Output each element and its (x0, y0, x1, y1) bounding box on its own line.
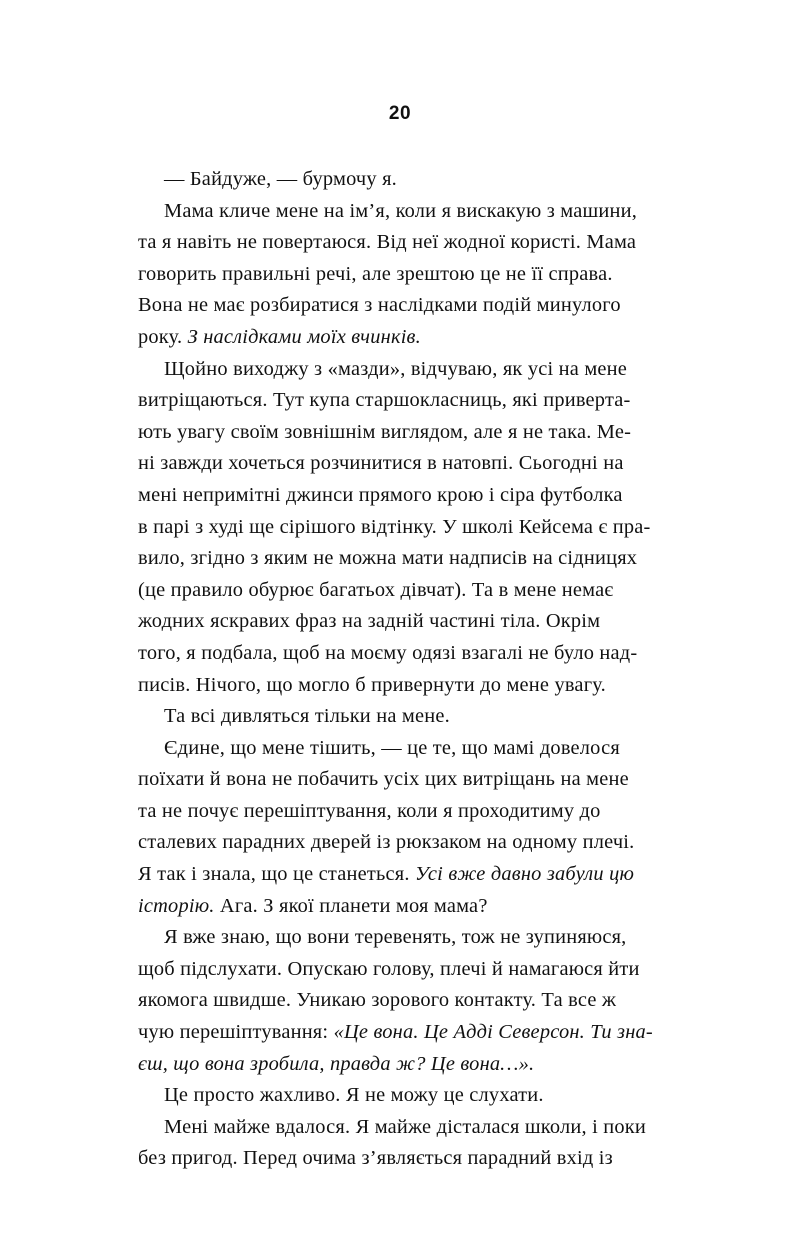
text-run: без пригод. Перед очима з’являється парадний вхід із (138, 1147, 613, 1170)
text-run: писів. Нічого, що могло б привернути до мене увагу. (138, 673, 606, 696)
text-line (138, 259, 663, 291)
text-line (138, 891, 663, 923)
text-run: щоб підслухати. Опускаю голову, плечі й намагаюся йти (138, 957, 640, 980)
text-line (138, 1080, 663, 1112)
text-line (138, 764, 663, 796)
text-line (138, 164, 663, 196)
text-run: якомога швидше. Уникаю зорового контакту. Та все ж (138, 989, 617, 1012)
text-run: поїхати й вона не побачить усіх цих витріщань на мене (138, 768, 629, 791)
text-line (138, 354, 663, 386)
text-line (138, 638, 663, 670)
italic-run: історію. (138, 894, 215, 917)
text-line (138, 733, 663, 765)
text-line (138, 290, 663, 322)
text-run: мені непримітні джинси прямого крою і сіра футболка (138, 483, 623, 506)
text-line (138, 922, 663, 954)
text-line (138, 954, 663, 986)
text-run: сталевих парадних дверей із рюкзаком на одному плечі. (138, 831, 635, 854)
body-text-block (138, 164, 663, 1175)
text-line (138, 322, 663, 354)
text-run: Щойно виходжу з «мазди», відчуваю, як усі на мене (164, 357, 628, 380)
text-line (138, 796, 663, 828)
page-number: 20 (388, 103, 412, 124)
text-run: того, я подбала, щоб на моєму одязі взагалі не було над- (138, 641, 638, 664)
text-line (138, 543, 663, 575)
text-run: Та всі дивляться тільки на мене. (164, 705, 450, 728)
text-line (138, 1143, 663, 1175)
text-run: Я так і знала, що це станеться. (138, 863, 415, 886)
text-line (138, 227, 663, 259)
text-run: — Байдуже, — бурмочу я. (164, 168, 397, 190)
text-run: вило, згідно з яким не можна мати надписів на сідницях (138, 547, 638, 570)
text-run: Вона не має розбиратися з наслідками подій минулого (138, 294, 621, 317)
text-line (138, 985, 663, 1017)
text-line (138, 575, 663, 607)
text-line (138, 1049, 663, 1081)
italic-run: «Це вона. Це Адді Северсон. Ти зна- (333, 1021, 653, 1044)
text-run: року. (138, 325, 188, 348)
text-run: та я навіть не повертаюся. Від неї жодної користі. Мама (138, 231, 637, 254)
text-line (138, 827, 663, 859)
text-run: говорить правильні речі, але зрештою це не її справа. (138, 262, 613, 285)
italic-run: Усі вже давно забули цю (414, 863, 635, 886)
italic-run: єш, що вона зробила, правда ж? Це вона…». (138, 1052, 535, 1075)
text-line (138, 448, 663, 480)
italic-run: З наслідками моїх вчинків. (187, 325, 421, 348)
text-run: в парі з худі ще сірішого відтінку. У школі Кейсема є пра- (138, 515, 651, 538)
text-run: Це просто жахливо. Я не можу це слухати. (164, 1084, 544, 1107)
text-run: та не почує перешіптування, коли я проходитиму до (138, 799, 601, 822)
text-line (138, 1017, 663, 1049)
text-run: чую перешіптування: (138, 1021, 334, 1044)
text-line (138, 670, 663, 702)
text-line (138, 480, 663, 512)
text-line (138, 606, 663, 638)
text-run: Я вже знаю, що вони теревенять, тож не зупиняюся, (164, 926, 627, 949)
text-line (138, 512, 663, 544)
text-run: ють увагу своїм зовнішнім виглядом, але я не така. Ме- (138, 420, 632, 443)
text-line (138, 701, 663, 733)
text-run: жодних яскравих фраз на задній частині тіла. Окрім (138, 610, 601, 633)
text-line (138, 859, 663, 891)
text-run: ні завжди хочеться розчинитися в натовпі. Сьогодні на (138, 452, 624, 475)
text-run: Єдине, що мене тішить, — це те, що мамі довелося (164, 736, 620, 759)
text-line (138, 417, 663, 449)
text-run: Мама кличе мене на ім’я, коли я вискакую з машини, (164, 199, 638, 222)
text-line (138, 385, 663, 417)
text-run: витріщаються. Тут купа старшокласниць, які приверта- (138, 389, 631, 412)
text-line (138, 196, 663, 228)
text-line (138, 1112, 663, 1144)
text-run: (це правило обурює багатьох дівчат). Та в мене немає (138, 578, 614, 601)
text-run: Мені майже вдалося. Я майже дісталася школи, і поки (164, 1115, 647, 1138)
text-run: Ага. З якої планети моя мама? (214, 894, 488, 917)
